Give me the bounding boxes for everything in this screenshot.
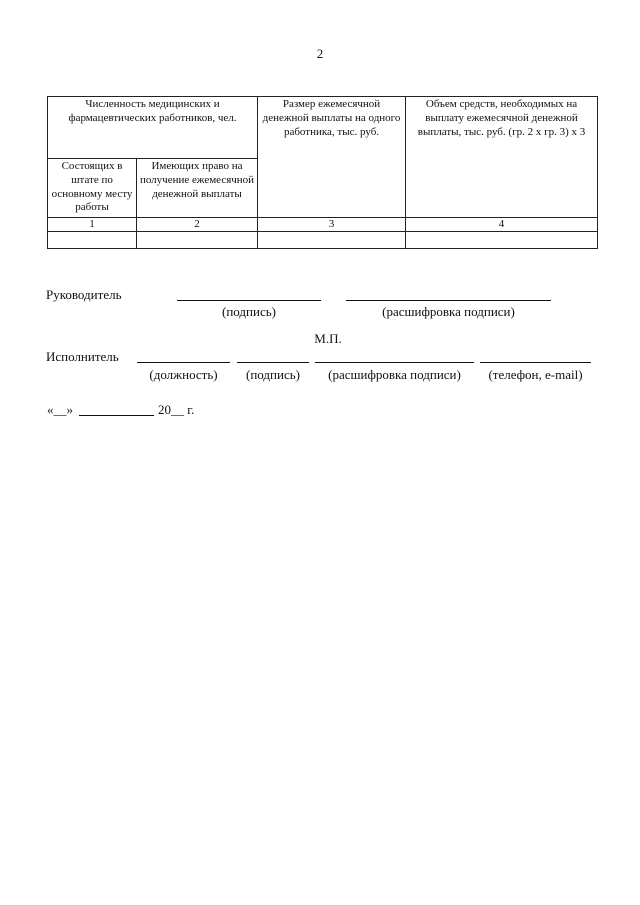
table-row — [48, 232, 598, 249]
date-year: 20__ г. — [158, 402, 195, 417]
head-signature-line[interactable] — [177, 300, 321, 301]
column-number: 3 — [258, 218, 406, 232]
staff-count-header: Численность медицинских и фармацевтических работников, чел. — [48, 97, 258, 159]
executor-label: Исполнитель — [46, 349, 119, 364]
funds-volume-header: Объем средств, необходимых на выплату ежемесячной денежной выплаты, тыс. руб. (гр. 2 х гр. 3) х 3 — [406, 97, 598, 218]
column-number: 4 — [406, 218, 598, 232]
executor-name-line[interactable] — [315, 362, 474, 363]
table-cell[interactable] — [137, 232, 258, 249]
executor-position-line[interactable] — [137, 362, 230, 363]
executor-position-caption: (должность) — [149, 367, 218, 382]
head-name-line[interactable] — [346, 300, 551, 301]
executor-sign-caption: (подпись) — [246, 367, 300, 382]
staff-main-header: Состоящих в штате по основному месту работы — [48, 159, 137, 218]
payment-table — [47, 96, 598, 249]
executor-signature-line[interactable] — [237, 362, 309, 363]
column-number: 2 — [137, 218, 258, 232]
column-number: 1 — [48, 218, 137, 232]
executor-name-caption: (расшифровка подписи) — [328, 367, 461, 382]
payment-size-header: Размер ежемесячной денежной выплаты на одного работника, тыс. руб. — [258, 97, 406, 218]
staff-eligible-header: Имеющих право на получение ежемесячной денежной выплаты — [137, 159, 258, 218]
table-cell[interactable] — [258, 232, 406, 249]
date-month-line[interactable] — [79, 415, 154, 416]
stamp-place: М.П. — [314, 331, 342, 346]
executor-contact-caption: (телефон, e-mail) — [488, 367, 583, 382]
table-cell[interactable] — [48, 232, 137, 249]
executor-contact-line[interactable] — [480, 362, 591, 363]
page-number: 2 — [316, 46, 324, 61]
table-cell[interactable] — [406, 232, 598, 249]
head-sign-caption: (подпись) — [222, 304, 276, 319]
date-day: «__» — [47, 402, 73, 417]
head-label: Руководитель — [46, 287, 122, 302]
head-name-caption: (расшифровка подписи) — [382, 304, 515, 319]
